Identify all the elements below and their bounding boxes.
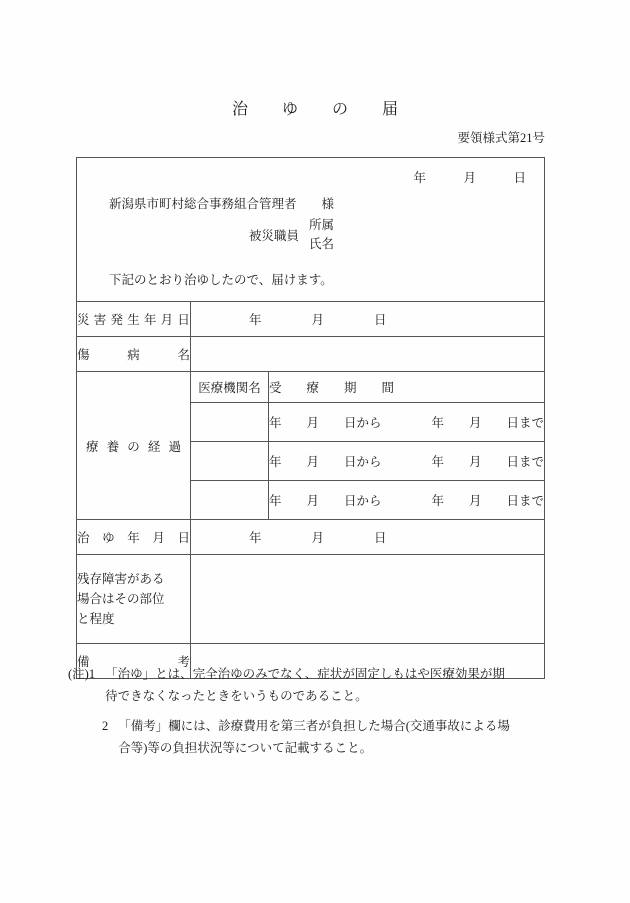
label-char: の xyxy=(127,439,140,454)
label-char: 害 xyxy=(93,313,107,327)
label-char: 備 xyxy=(77,655,90,669)
accident-date-value: 年 月 日 xyxy=(249,313,387,327)
label-char: 傷 xyxy=(77,348,90,362)
footnote-2 xyxy=(68,716,568,759)
table-row-residual-disability xyxy=(77,555,545,644)
label-char: 発 xyxy=(110,313,123,327)
table-row-accident-date xyxy=(77,302,545,337)
title-char-3: の xyxy=(332,101,383,118)
footnote-2-line-1: 「備考」欄には、診療費用を第三者が負担した場合(交通事故による場 xyxy=(118,719,510,733)
label-char: 名 xyxy=(177,348,190,362)
label-treatment-history xyxy=(77,372,191,520)
recovery-date-value: 年 月 日 xyxy=(249,531,387,545)
footnote-1 xyxy=(68,664,568,707)
employee-affiliation-label: 所属 xyxy=(309,218,335,232)
header-row xyxy=(77,158,545,302)
statement-text: 下記のとおり治ゆしたので、届けます。 xyxy=(109,273,333,287)
form-table xyxy=(76,157,545,679)
label-accident-date xyxy=(77,302,191,337)
label-line: 残存障害がある xyxy=(77,571,165,586)
employee-block xyxy=(249,216,334,255)
field-recovery-date[interactable] xyxy=(191,520,545,555)
label-char: 療 xyxy=(86,439,99,454)
label-char: 年 xyxy=(127,531,140,545)
footnote-1-line-1: 「治ゆ」とは、完全治ゆのみでなく、症状が固定しもはや医療効果が期 xyxy=(105,667,505,681)
table-row-recovery-date xyxy=(77,520,545,555)
label-char: 養 xyxy=(106,439,120,454)
label-line: と程度 xyxy=(77,612,115,627)
field-institution-3[interactable] xyxy=(191,481,269,520)
label-char: 考 xyxy=(177,655,190,669)
label-char: 月 xyxy=(152,531,165,545)
label-char: 病 xyxy=(127,348,140,362)
page-title xyxy=(0,96,630,119)
label-residual-disability xyxy=(77,555,191,644)
table-row-treatment-header xyxy=(77,372,545,403)
title-char-1: 治 xyxy=(231,101,282,118)
addressee: 新潟県市町村総合事務組合管理者 様 xyxy=(109,197,335,211)
title-char-4: 届 xyxy=(382,101,399,118)
field-institution-2[interactable] xyxy=(191,442,269,481)
label-char: 日 xyxy=(177,313,190,327)
employee-label: 被災職員 xyxy=(249,229,300,244)
field-accident-date[interactable] xyxy=(191,302,545,337)
label-char: 年 xyxy=(143,313,157,327)
label-char: 治 xyxy=(77,531,90,545)
footnote-2-line-2: 合等)等の負担状況等について記載すること。 xyxy=(118,740,373,755)
footnote-1-marker: (注)1 xyxy=(68,667,96,681)
label-char: 日 xyxy=(177,531,190,545)
footnote-2-marker: 2 xyxy=(102,719,109,733)
title-char-2: ゆ xyxy=(281,101,332,118)
field-institution-1[interactable] xyxy=(191,403,269,442)
field-period-1[interactable]: 年 月 日から 年 月 日まで xyxy=(269,403,545,442)
label-char: 経 xyxy=(147,439,161,454)
footnotes xyxy=(68,664,568,768)
field-period-2[interactable]: 年 月 日から 年 月 日まで xyxy=(269,442,545,481)
label-char: 生 xyxy=(127,313,140,327)
footnote-1-line-2: 待できなくなったときをいうものであること。 xyxy=(105,688,368,703)
field-injury-name[interactable] xyxy=(191,337,545,372)
employee-name-label: 氏名 xyxy=(309,237,335,252)
column-header-medical-institution: 医療機関名 xyxy=(191,372,269,403)
header-date-line: 年 月 日 xyxy=(413,171,526,185)
label-char: 災 xyxy=(77,313,90,327)
address-block xyxy=(77,158,545,302)
field-residual-disability[interactable] xyxy=(191,555,545,644)
label-injury-name xyxy=(77,337,191,372)
field-period-3[interactable]: 年 月 日から 年 月 日まで xyxy=(269,481,545,520)
form-code: 要領様式第21号 xyxy=(457,131,545,145)
column-header-treatment-period: 受 療 期 間 xyxy=(269,372,545,403)
label-recovery-date xyxy=(77,520,191,555)
label-char: 月 xyxy=(160,313,174,327)
label-char: 過 xyxy=(168,439,181,454)
table-row-injury-name xyxy=(77,337,545,372)
label-char: ゆ xyxy=(102,531,115,545)
label-line: 場合はその部位 xyxy=(77,591,165,606)
